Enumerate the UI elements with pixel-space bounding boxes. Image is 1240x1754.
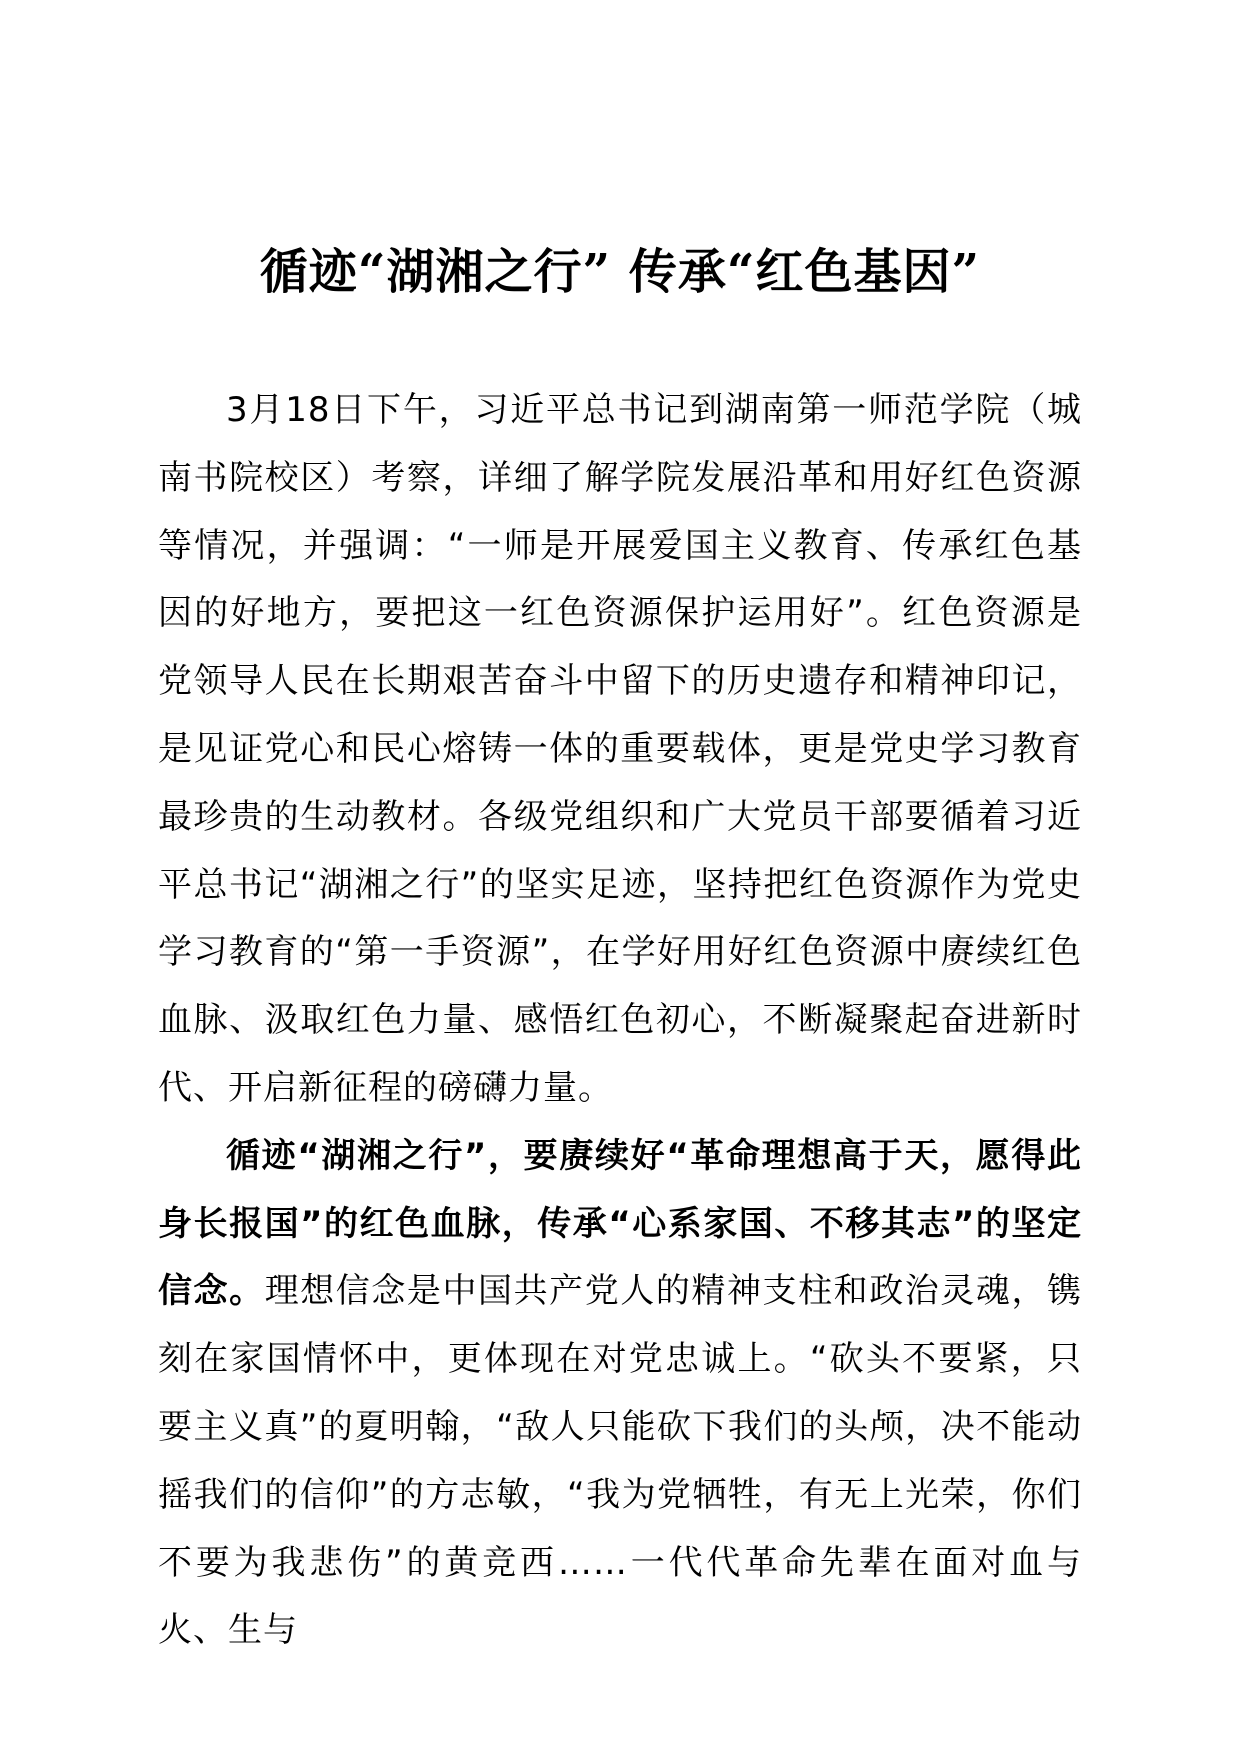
paragraph-1-text: 3月18日下午，习近平总书记到湖南第一师范学院（城南书院校区）考察，详细了解学院发展沿革和用好红色资源等情况，并强调：“一师是开展爱国主义教育、传承红色基因的好地方，要把这一红色资源保护运用好”。红色资源是党领导人民在长期艰苦奋斗中留下的历史遗存和精神印记，是见证党心和民心熔铸一体的重要载体，更是党史学习教育最珍贵的生动教材。各级党组织和广大党员干部要循着习近平总书记“湖湘之行”的坚实足迹，坚持把红色资源作为党史学习教育的“第一手资源”，在学好用好红色资源中赓续红色血脉、汲取红色力量、感悟红色初心，不断凝聚起奋进新时代、开启新征程的磅礴力量。 xyxy=(158,390,1082,1108)
paragraph-2-text: 理想信念是中国共产党人的精神支柱和政治灵魂，镌刻在家国情怀中，更体现在对党忠诚上。“砍头不要紧，只要主义真”的夏明翰，“敌人只能砍下我们的头颅，决不能动摇我们的信仰”的方志敏，“我为党牺牲，有无上光荣，你们不要为我悲伤”的黄竞西……一代代革命先辈在面对血与火、生与 xyxy=(158,1271,1083,1651)
document-title: 循迹“湖湘之行” 传承“红色基因” xyxy=(259,244,981,300)
paragraph-1 xyxy=(158,377,1082,1123)
document-body xyxy=(158,377,1082,1665)
paragraph-2 xyxy=(158,1123,1082,1665)
paragraph-2-lead: 循迹“湖湘之行”，要赓续好“革命理想高于天，愿得此身长报国”的红色血脉，传承“心系家国、不移其志”的坚定信念。 xyxy=(158,1135,1082,1312)
